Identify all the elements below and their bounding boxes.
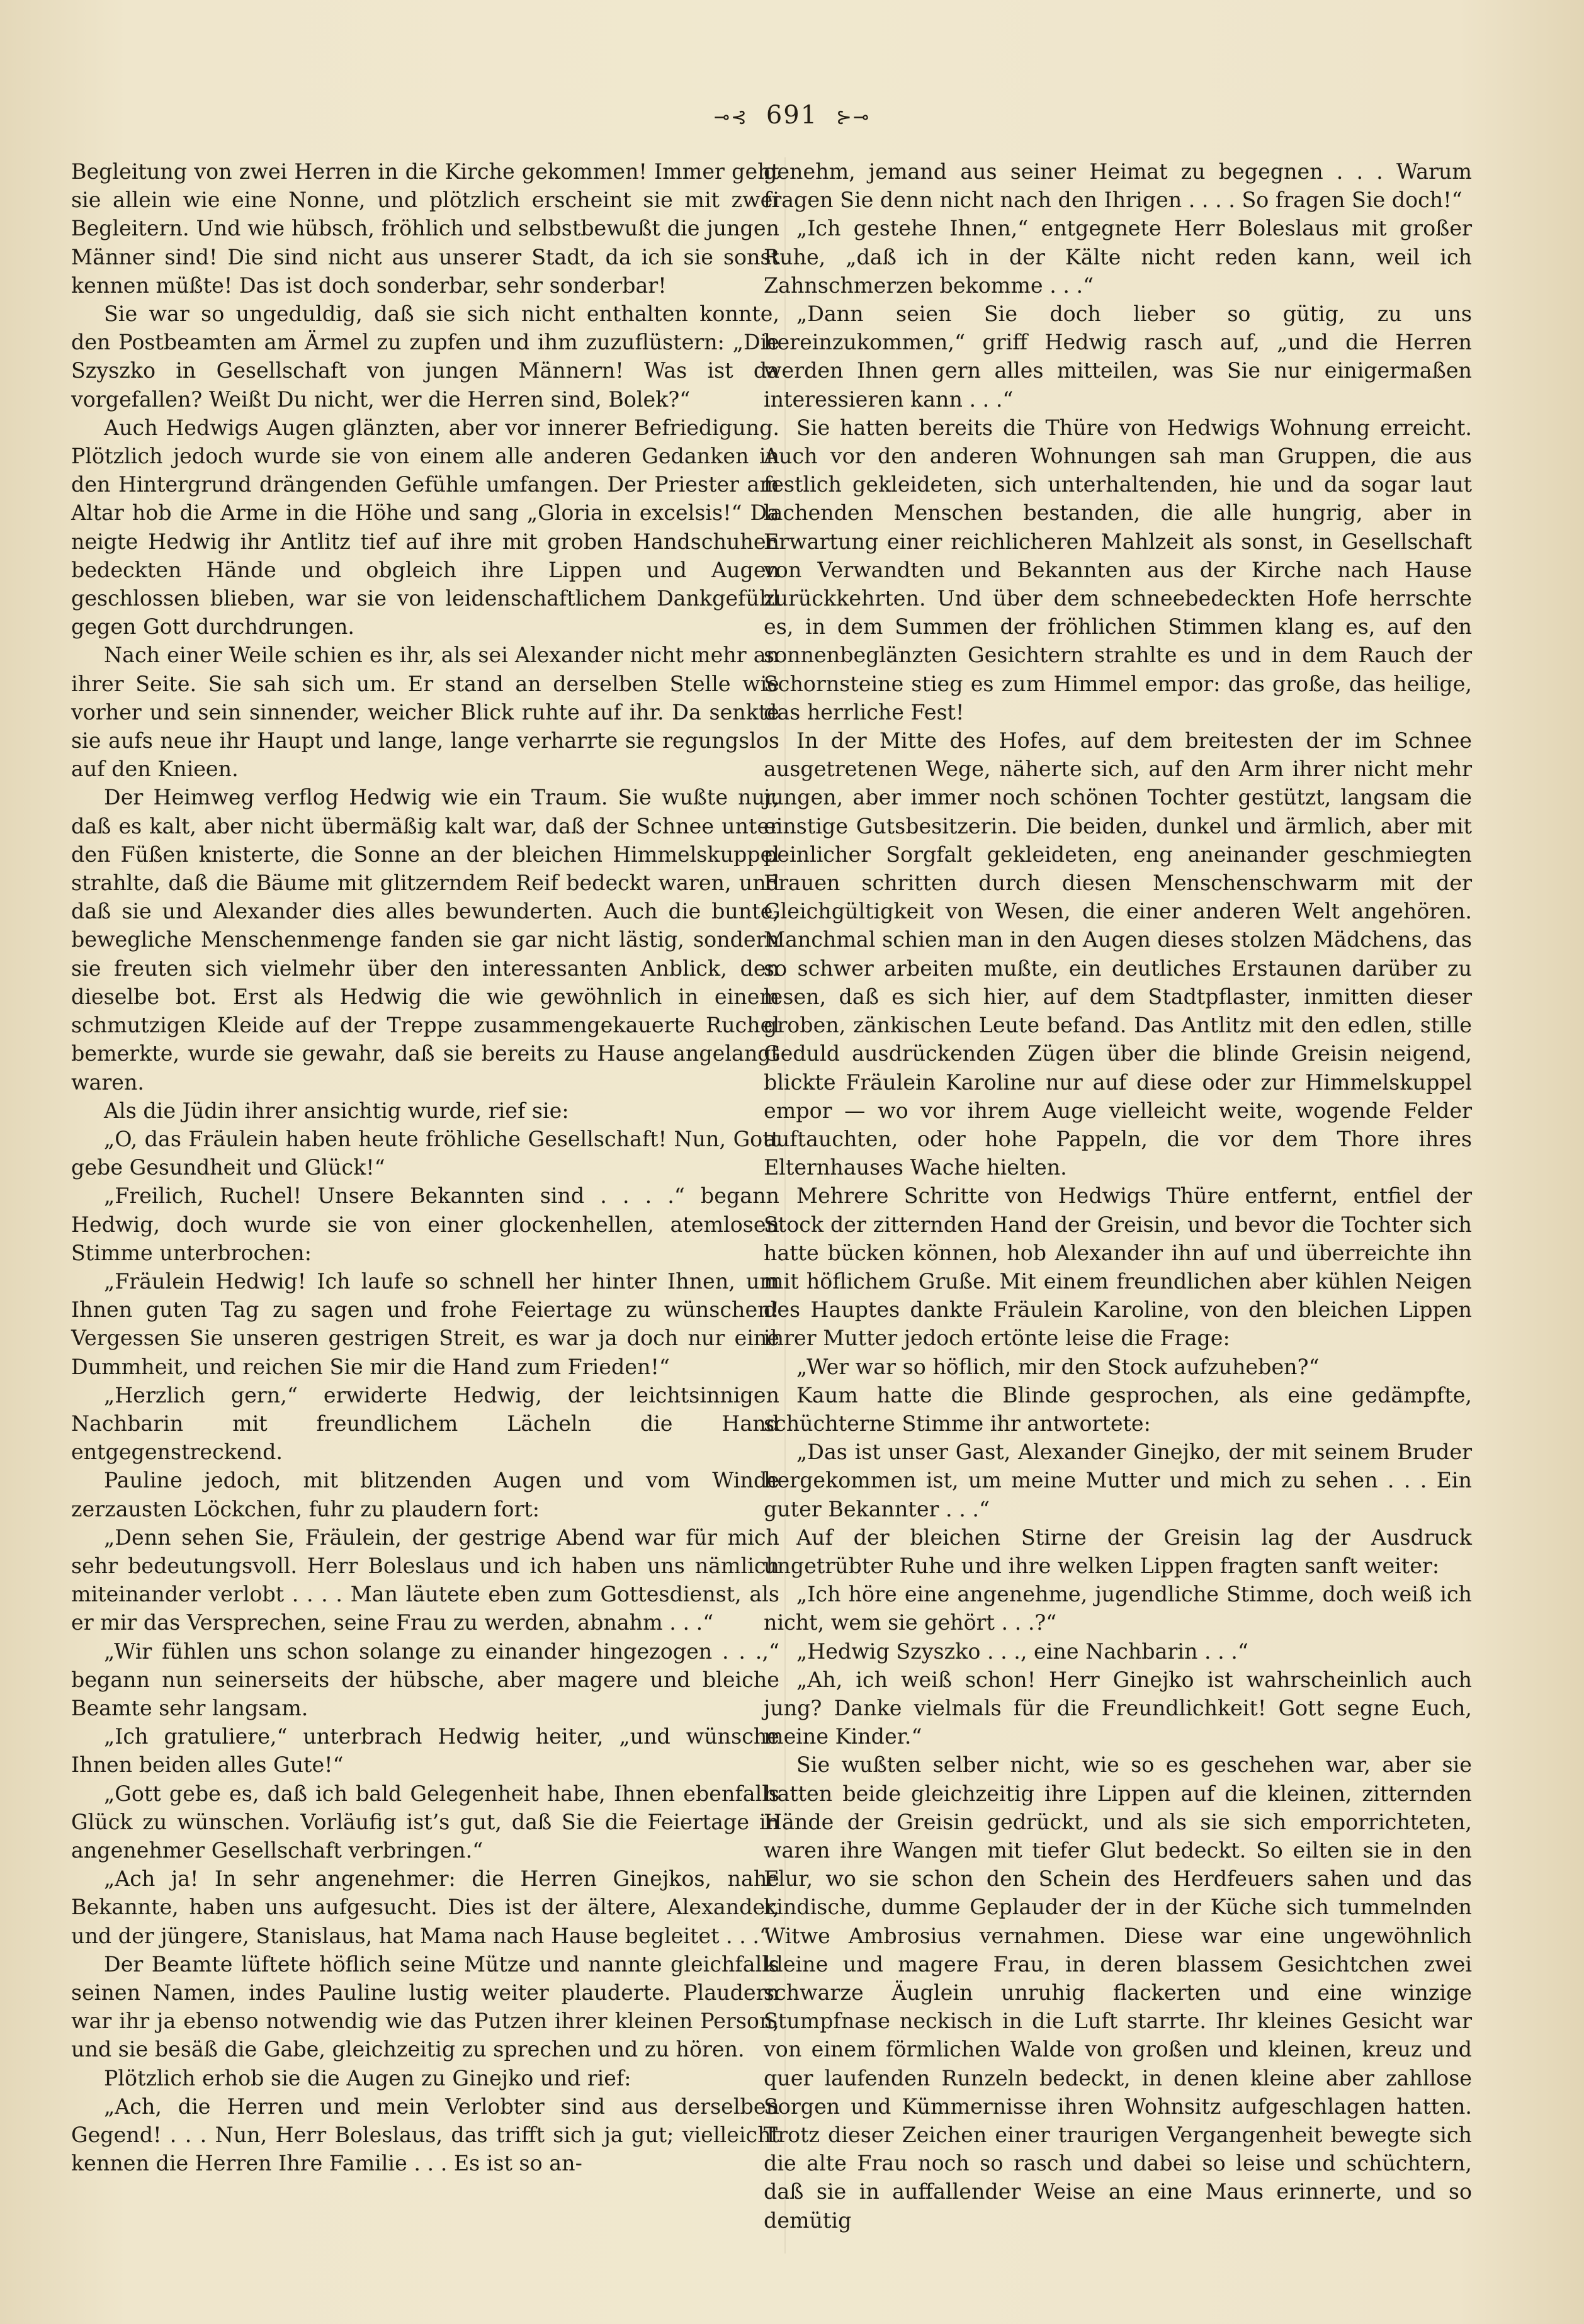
page-number: 691 (766, 101, 818, 130)
paragraph: Sie wußten selber nicht, wie so es geschehen war, aber sie hatten beide gleichzeitig ihre Lippen auf die kleinen, zitternden Hände der Greisin gedrückt, und als sie sich emporrichteten, waren ihre Wangen mit tiefer Glut bedeckt. So eilten sie in den Flur, wo sie schon den Schein des Herdfeuers sahen und das kindische, dumme Geplauder der in der Küche sich tummelnden Witwe Ambrosius vernahmen. Diese war eine ungewöhnlich kleine und magere Frau, in deren blassem Gesichtchen zwei schwarze Äuglein unruhig flackerten und eine winzige Stumpfnase neckisch in die Luft starrte. Ihr kleines Gesicht war von einem förmlichen Walde von großen und kleinen, kreuz und quer laufenden Runzeln bedeckt, in denen kleine aber zahllose Sorgen und Kümmernisse ihren Wohnsitz aufgeschlagen hatten. Trotz dieser Zeichen einer traurigen Vergangenheit bewegte sich die alte Frau noch so rasch und dabei so leise und schüchtern, daß sie in auffallender Weise an eine Maus erinnerte, und so demütig (764, 1752, 1472, 2233)
paragraph: genehm, jemand aus seiner Heimat zu begegnen . . . Warum fragen Sie denn nicht nach den Ihrigen . . . . So fragen Sie doch!“ (764, 159, 1472, 213)
paragraph: „Hedwig Szyszko . . ., eine Nachbarin . . .“ (796, 1639, 1248, 1664)
paragraph: „Ich höre eine angenehme, jugendliche Stimme, doch weiß ich nicht, wem sie gehört . . .?“ (764, 1582, 1472, 1635)
paragraph: Pauline jedoch, mit blitzenden Augen und vom Winde zerzausten Löckchen, fuhr zu plaudern fort: (71, 1468, 779, 1521)
page-header (0, 101, 1584, 130)
paragraph: Als die Jüdin ihrer ansichtig wurde, rief sie: (104, 1098, 569, 1123)
paragraph: „Wer war so höflich, mir den Stock aufzuheben?“ (796, 1354, 1320, 1379)
paragraph: Kaum hatte die Blinde gesprochen, als eine gedämpfte, schüchterne Stimme ihr antwortete: (764, 1382, 1472, 1436)
paragraph: Begleitung von zwei Herren in die Kirche gekommen! Immer geht sie allein wie eine Nonne, und plötzlich erscheint sie mit zwei Begleitern. Und wie hübsch, fröhlich und selbstbewußt die jungen Männer sind! Die sind nicht aus unserer Stadt, da ich sie sonst kennen müßte! Das ist doch sonderbar, sehr sonderbar! (71, 159, 779, 298)
ornament-right: ⊱⊸ (835, 106, 871, 128)
paragraph: „Herzlich gern,“ erwiderte Hedwig, der leichtsinnigen Nachbarin mit freundlichem Lächeln die Hand entgegenstreckend. (71, 1382, 779, 1465)
paragraph: „Ah, ich weiß schon! Herr Ginejko ist wahrscheinlich auch jung? Danke vielmals für die Freundlichkeit! Gott segne Euch, meine Kinder.“ (764, 1667, 1472, 1749)
paragraph: „Wir fühlen uns schon solange zu einander hingezogen . . .,“ begann nun seinerseits der hübsche, aber magere und bleiche Beamte sehr langsam. (71, 1639, 779, 1720)
paragraph: „Das ist unser Gast, Alexander Ginejko, der mit seinem Bruder hergekommen ist, um meine Mutter und mich zu sehen . . . Ein guter Bekannter . . .“ (764, 1440, 1472, 1521)
paragraph: „Ach, die Herren und mein Verlobter sind aus derselben Gegend! . . . Nun, Herr Boleslaus, das trifft sich ja gut; vielleicht kennen die Herren Ihre Familie . . . Es ist so an- (71, 2094, 779, 2176)
ornament-left: ⊸⊰ (713, 106, 749, 128)
paragraph: Mehrere Schritte von Hedwigs Thüre entfernt, entfiel der Stock der zitternden Hand der Greisin, und bevor die Tochter sich hatte bücken können, hob Alexander ihn auf und überreichte ihn mit höflichem Gruße. Mit einem freundlichen aber kühlen Neigen des Hauptes dankte Fräulein Karoline, von den bleichen Lippen ihrer Mutter jedoch ertönte leise die Frage: (764, 1183, 1472, 1351)
paragraph: In der Mitte des Hofes, auf dem breitesten der im Schnee ausgetretenen Wege, näherte sich, auf den Arm ihrer nicht mehr jungen, aber immer noch schönen Tochter gestützt, langsam die einstige Gutsbesitzerin. Die beiden, dunkel und ärmlich, aber mit peinlicher Sorgfalt gekleideten, eng aneinander geschmiegten Frauen schritten durch diesen Menschenschwarm mit der Gleichgültigkeit von Wesen, die einer anderen Welt angehören. Manchmal schien man in den Augen dieses stolzen Mädchens, das so schwer arbeiten mußte, ein deutliches Erstaunen darüber zu lesen, daß es sich hier, auf dem Stadtpflaster, inmitten dieser groben, zänkischen Leute befand. Das Antlitz mit den edlen, stille Geduld ausdrückenden Zügen über die blinde Greisin neigend, blickte Fräulein Karoline nur auf diese oder zur Himmelskuppel empor — wo vor ihrem Auge vielleicht weite, wogende Felder auftauchten, oder hohe Pappeln, die vor dem Thore ihres Elternhauses Wache hielten. (764, 728, 1473, 1180)
paragraph: Sie hatten bereits die Thüre von Hedwigs Wohnung erreicht. Auch vor den anderen Wohnungen sah man Gruppen, die aus festlich gekleideten, sich unterhaltenden, hie und da sogar laut lachenden Menschen bestanden, die alle hungrig, aber in Erwartung einer reichlicheren Mahlzeit als sonst, in Gesellschaft von Verwandten und Bekannten aus der Kirche nach Hause zurückkehrten. Und über dem schneebedeckten Hofe herrschte es, in dem Summen der fröhlichen Stimmen klang es, auf den sonnenbeglänzten Gesichtern strahlte es und in dem Rauch der Schornsteine stieg es zum Himmel empor: das große, das heilige, das herrliche Fest! (764, 415, 1472, 725)
paragraph: Der Heimweg verflog Hedwig wie ein Traum. Sie wußte nur, daß es kalt, aber nicht übermäßig kalt war, daß der Schnee unter den Füßen knisterte, die Sonne an der bleichen Himmelskuppel strahlte, daß die Bäume mit glitzerndem Reif bedeckt waren, und daß sie und Alexander dies alles bewunderten. Auch die bunte, bewegliche Menschenmenge fanden sie gar nicht lästig, sondern sie freuten sich vielmehr über den interessanten Anblick, den dieselbe bot. Erst als Hedwig die wie gewöhnlich in einem schmutzigen Kleide auf der Treppe zusammengekauerte Ruchel bemerkte, wurde sie gewahr, daß sie bereits zu Hause angelangt waren. (71, 785, 779, 1095)
paragraph: Nach einer Weile schien es ihr, als sei Alexander nicht mehr an ihrer Seite. Sie sah sich um. Er stand an derselben Stelle wie vorher und sein sinnender, weicher Blick ruhte auf ihr. Da senkte sie aufs neue ihr Haupt und lange, lange verharrte sie regungslos auf den Knieen. (71, 643, 779, 782)
paragraph: Auf der bleichen Stirne der Greisin lag der Ausdruck ungetrübter Ruhe und ihre welken Lippen fragten sanft weiter: (764, 1525, 1472, 1578)
paragraph: Auch Hedwigs Augen glänzten, aber vor innerer Befriedigung. Plötzlich jedoch wurde sie von einem alle anderen Gedanken in den Hintergrund drängenden Gefühle umfangen. Der Priester am Altar hob die Arme in die Höhe und sang „Gloria in excelsis!“ Da neigte Hedwig ihr Antlitz tief auf ihre mit groben Handschuhen bedeckten Hände und obgleich ihre Lippen und Augen geschlossen blieben, war sie von leidenschaftlichem Dankgefühl gegen Gott durchdrungen. (71, 415, 779, 640)
paragraph: „Ich gratuliere,“ unterbrach Hedwig heiter, „und wünsche Ihnen beiden alles Gute!“ (71, 1724, 779, 1778)
paragraph: „Denn sehen Sie, Fräulein, der gestrige Abend war für mich sehr bedeutungsvoll. Herr Boleslaus und ich haben uns nämlich miteinander verlobt . . . . Man läutete eben zum Gottesdienst, als er mir das Versprechen, seine Frau zu werden, abnahm . . .“ (71, 1525, 779, 1635)
paragraph: „Ich gestehe Ihnen,“ entgegnete Herr Boleslaus mit großer Ruhe, „daß ich in der Kälte nicht reden kann, weil ich Zahnschmerzen bekomme . . .“ (764, 216, 1472, 298)
paragraph: „Freilich, Ruchel! Unsere Bekannten sind . . . .“ begann Hedwig, doch wurde sie von einer glockenhellen, atemlosen Stimme unterbrochen: (71, 1183, 779, 1265)
paragraph: „Dann seien Sie doch lieber so gütig, zu uns hereinzukommen,“ griff Hedwig rasch auf, „und die Herren werden Ihnen gern alles mitteilen, was Sie nur einigermaßen interessieren kann . . .“ (764, 302, 1472, 412)
paragraph: Plötzlich erhob sie die Augen zu Ginejko und rief: (104, 2065, 631, 2090)
paragraph: „Gott gebe es, daß ich bald Gelegenheit habe, Ihnen ebenfalls Glück zu wünschen. Vorläufig ist’s gut, daß Sie die Feiertage in angenehmer Gesellschaft verbringen.“ (71, 1781, 779, 1863)
left-column (71, 157, 779, 2177)
paragraph: Sie war so ungeduldig, daß sie sich nicht enthalten konnte, den Postbeamten am Ärmel zu zupfen und ihm zuzuflüstern: „Die Szyszko in Gesellschaft von jungen Männern! Was ist da vorgefallen? Weißt Du nicht, wer die Herren sind, Bolek?“ (71, 302, 779, 412)
right-column (764, 157, 1472, 2235)
paragraph: „O, das Fräulein haben heute fröhliche Gesellschaft! Nun, Gott gebe Gesundheit und Glück!“ (71, 1126, 779, 1180)
paragraph: Der Beamte lüftete höflich seine Mütze und nannte gleichfalls seinen Namen, indes Pauline lustig weiter plauderte. Plaudern war ihr ja ebenso notwendig wie das Putzen ihrer kleinen Person, und sie besäß die Gabe, gleichzeitig zu sprechen und zu hören. (71, 1951, 779, 2062)
paragraph: „Fräulein Hedwig! Ich laufe so schnell her hinter Ihnen, um Ihnen guten Tag zu sagen und frohe Feiertage zu wünschen! Vergessen Sie unseren gestrigen Streit, es war ja doch nur eine Dummheit, und reichen Sie mir die Hand zum Frieden!“ (71, 1268, 779, 1379)
paragraph: „Ach ja! In sehr angenehmer: die Herren Ginejkos, nahe Bekannte, haben uns aufgesucht. Dies ist der ältere, Alexander, und der jüngere, Stanislaus, hat Mama nach Hause begleitet . . .“ (71, 1866, 779, 1948)
